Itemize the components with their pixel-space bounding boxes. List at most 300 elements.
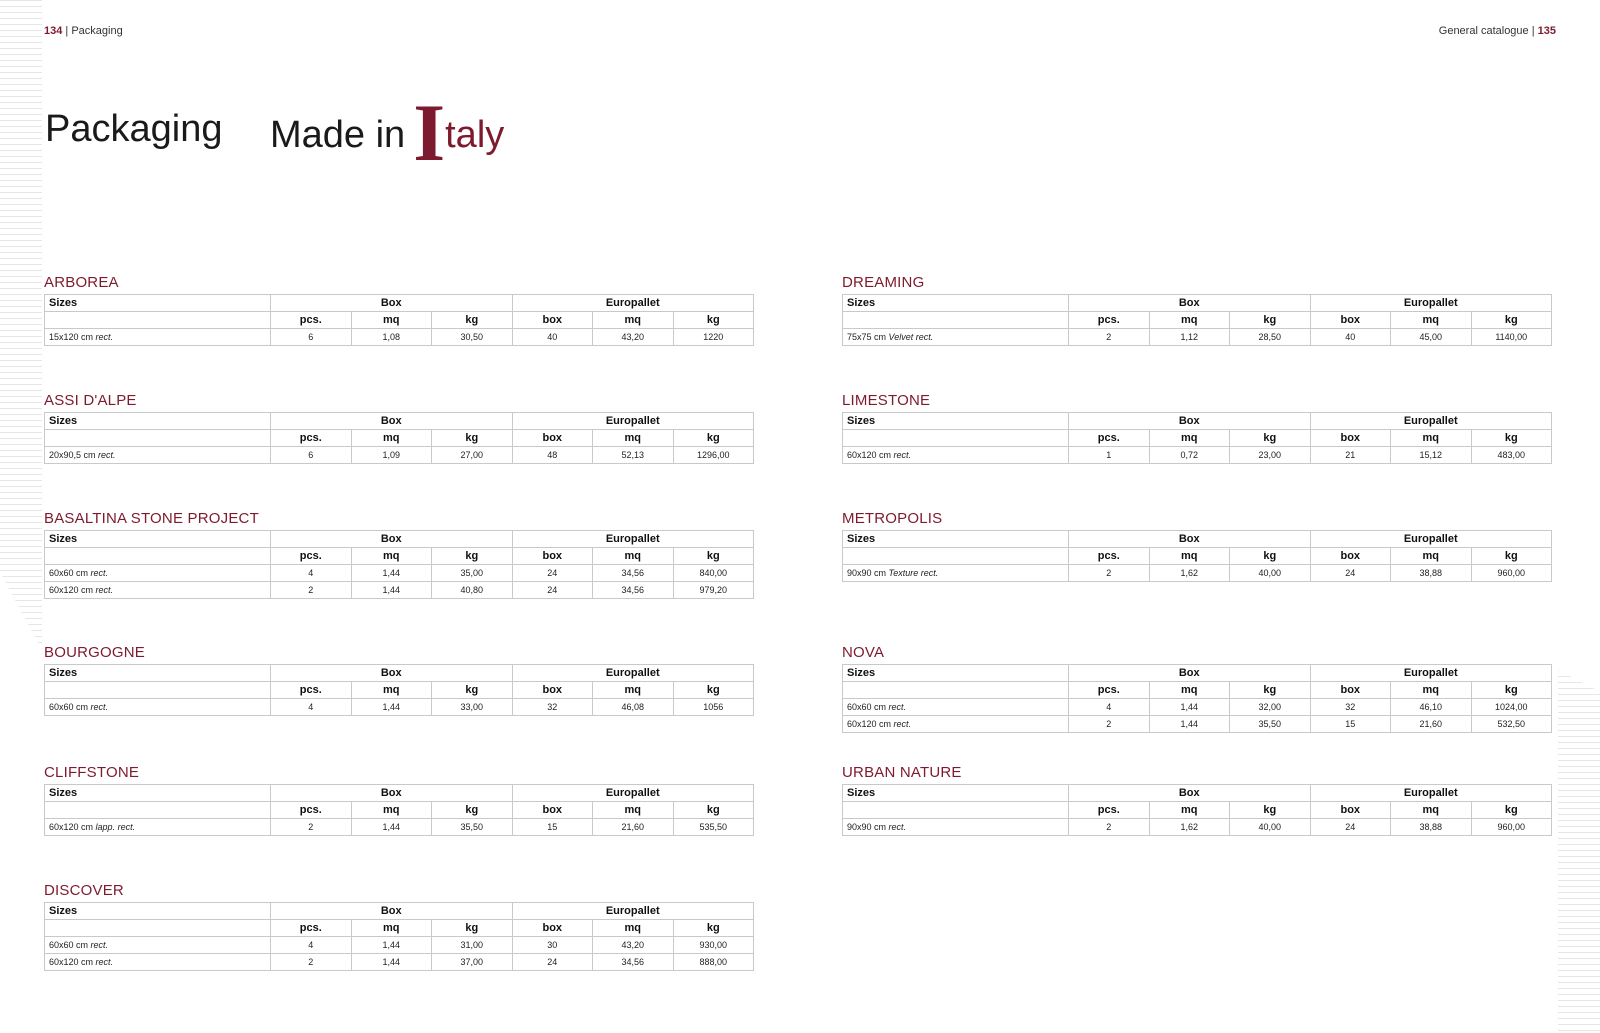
size-suffix: rect.: [90, 940, 109, 950]
cell-ep-box: 24: [512, 582, 593, 599]
section-title: URBAN NATURE: [842, 764, 962, 781]
header-ep-mq: mq: [1391, 548, 1472, 565]
cell-mq: 1,44: [351, 937, 432, 954]
packaging-section: [44, 882, 754, 971]
header-sizes: Sizes: [843, 295, 1069, 312]
header-ep-kg: kg: [1471, 430, 1552, 447]
cell-ep-mq: 38,88: [1391, 565, 1472, 582]
cell-pcs: 2: [271, 819, 352, 836]
decorative-stripes-left: [0, 0, 42, 650]
cell-pcs: 2: [271, 582, 352, 599]
header-ep-box: box: [1310, 682, 1391, 699]
header-empty: [843, 682, 1069, 699]
cell-pcs: 2: [1069, 329, 1150, 346]
packaging-section: [842, 764, 1552, 836]
cell-kg: 33,00: [432, 699, 513, 716]
cell-kg: 32,00: [1230, 699, 1311, 716]
cell-kg: 40,00: [1230, 565, 1311, 582]
cell-ep-box: 32: [1310, 699, 1391, 716]
header-ep-kg: kg: [1471, 682, 1552, 699]
size-variant: lapp.: [95, 822, 116, 832]
table-header-row: [843, 665, 1552, 682]
size-suffix: rect.: [915, 332, 934, 342]
packaging-section: [44, 274, 754, 346]
header-box: Box: [271, 413, 513, 430]
page-header-right-text: General catalogue |: [1438, 25, 1538, 37]
header-kg: kg: [1230, 682, 1311, 699]
header-empty: [843, 548, 1069, 565]
cell-ep-box: 48: [512, 447, 593, 464]
cell-pcs: 6: [271, 329, 352, 346]
header-sizes: Sizes: [45, 665, 271, 682]
table-subheader-row: [843, 802, 1552, 819]
header-ep-mq: mq: [593, 682, 674, 699]
header-empty: [45, 430, 271, 447]
table-header-row: [45, 295, 754, 312]
header-ep-kg: kg: [673, 802, 754, 819]
header-europallet: Europallet: [512, 785, 754, 802]
cell-kg: 35,50: [432, 819, 513, 836]
header-box: Box: [1069, 531, 1311, 548]
header-mq: mq: [1149, 548, 1230, 565]
header-empty: [45, 312, 271, 329]
cell-ep-kg: 1296,00: [673, 447, 754, 464]
cell-ep-mq: 21,60: [593, 819, 674, 836]
page-number-left: 134: [44, 25, 63, 37]
header-sizes: Sizes: [843, 413, 1069, 430]
packaging-section: [44, 644, 754, 716]
cell-mq: 1,44: [351, 819, 432, 836]
header-empty: [843, 430, 1069, 447]
table-header-row: [843, 531, 1552, 548]
table-row: [45, 699, 754, 716]
cell-ep-box: 40: [1310, 329, 1391, 346]
cell-ep-kg: 930,00: [673, 937, 754, 954]
header-kg: kg: [1230, 548, 1311, 565]
cell-kg: 37,00: [432, 954, 513, 971]
size-value: 20x90,5 cm: [49, 450, 96, 460]
header-kg: kg: [432, 430, 513, 447]
header-ep-box: box: [512, 802, 593, 819]
size-variant: Velvet: [888, 332, 914, 342]
table-row: [45, 937, 754, 954]
packaging-table: [842, 784, 1552, 836]
header-box: Box: [1069, 785, 1311, 802]
cell-ep-box: 15: [512, 819, 593, 836]
cell-size: [843, 329, 1069, 346]
table-row: [45, 582, 754, 599]
cell-size: [45, 447, 271, 464]
cell-ep-mq: 46,08: [593, 699, 674, 716]
cell-pcs: 1: [1069, 447, 1150, 464]
header-ep-mq: mq: [593, 548, 674, 565]
header-kg: kg: [1230, 430, 1311, 447]
header-ep-kg: kg: [1471, 802, 1552, 819]
cell-mq: 0,72: [1149, 447, 1230, 464]
header-box: Box: [1069, 295, 1311, 312]
size-value: 90x90 cm: [847, 822, 887, 832]
header-sizes: Sizes: [45, 785, 271, 802]
cell-ep-kg: 888,00: [673, 954, 754, 971]
cell-ep-kg: 840,00: [673, 565, 754, 582]
cell-ep-kg: 1056: [673, 699, 754, 716]
cell-kg: 35,00: [432, 565, 513, 582]
header-pcs: pcs.: [271, 312, 352, 329]
header-mq: mq: [351, 312, 432, 329]
table-header-row: [843, 295, 1552, 312]
section-title: METROPOLIS: [842, 510, 943, 527]
header-ep-box: box: [1310, 548, 1391, 565]
cell-mq: 1,44: [1149, 699, 1230, 716]
header-sizes: Sizes: [45, 295, 271, 312]
packaging-table: [44, 664, 754, 716]
cell-kg: 27,00: [432, 447, 513, 464]
table-subheader-row: [843, 430, 1552, 447]
cell-pcs: 2: [1069, 819, 1150, 836]
cell-ep-box: 24: [1310, 565, 1391, 582]
header-ep-box: box: [1310, 312, 1391, 329]
header-sizes: Sizes: [45, 531, 271, 548]
table-subheader-row: [843, 312, 1552, 329]
cell-ep-mq: 43,20: [593, 937, 674, 954]
header-ep-box: box: [512, 312, 593, 329]
made-in-italy-logo: [270, 87, 505, 179]
table-header-row: [45, 903, 754, 920]
header-pcs: pcs.: [271, 920, 352, 937]
packaging-table: [842, 412, 1552, 464]
cell-mq: 1,62: [1149, 819, 1230, 836]
cell-ep-mq: 34,56: [593, 565, 674, 582]
packaging-table: [44, 530, 754, 599]
cell-pcs: 2: [1069, 565, 1150, 582]
cell-ep-kg: 960,00: [1471, 565, 1552, 582]
header-pcs: pcs.: [271, 548, 352, 565]
header-pcs: pcs.: [1069, 682, 1150, 699]
page-title: Packaging: [45, 108, 223, 150]
header-mq: mq: [351, 920, 432, 937]
header-europallet: Europallet: [512, 531, 754, 548]
header-ep-mq: mq: [1391, 430, 1472, 447]
cell-pcs: 2: [1069, 716, 1150, 733]
table-row: [45, 954, 754, 971]
section-title: DISCOVER: [44, 882, 124, 899]
header-sizes: Sizes: [843, 665, 1069, 682]
header-box: Box: [271, 531, 513, 548]
table-row: [843, 447, 1552, 464]
packaging-table: [44, 902, 754, 971]
header-kg: kg: [1230, 312, 1311, 329]
size-value: 60x120 cm: [847, 450, 892, 460]
header-mq: mq: [351, 548, 432, 565]
packaging-section: [842, 392, 1552, 464]
cell-ep-mq: 21,60: [1391, 716, 1472, 733]
header-europallet: Europallet: [1310, 295, 1552, 312]
cell-ep-box: 21: [1310, 447, 1391, 464]
cell-mq: 1,44: [351, 699, 432, 716]
header-ep-kg: kg: [673, 312, 754, 329]
header-ep-kg: kg: [1471, 312, 1552, 329]
section-title: BOURGOGNE: [44, 644, 145, 661]
header-pcs: pcs.: [271, 682, 352, 699]
cell-ep-box: 32: [512, 699, 593, 716]
header-pcs: pcs.: [271, 430, 352, 447]
header-box: Box: [271, 665, 513, 682]
table-header-row: [45, 413, 754, 430]
packaging-table: [44, 784, 754, 836]
size-value: 15x120 cm: [49, 332, 94, 342]
cell-size: [45, 937, 271, 954]
packaging-section: [842, 274, 1552, 346]
table-subheader-row: [45, 312, 754, 329]
cell-ep-mq: 15,12: [1391, 447, 1472, 464]
packaging-table: [842, 294, 1552, 346]
header-empty: [45, 920, 271, 937]
header-box: Box: [271, 295, 513, 312]
packaging-section: [44, 392, 754, 464]
cell-kg: 30,50: [432, 329, 513, 346]
cell-ep-kg: 1220: [673, 329, 754, 346]
page-header-right: [1439, 25, 1556, 37]
header-ep-box: box: [1310, 430, 1391, 447]
header-kg: kg: [432, 548, 513, 565]
cell-kg: 40,00: [1230, 819, 1311, 836]
header-ep-mq: mq: [593, 802, 674, 819]
header-ep-kg: kg: [673, 920, 754, 937]
size-suffix: rect.: [920, 568, 939, 578]
header-mq: mq: [1149, 682, 1230, 699]
header-mq: mq: [1149, 802, 1230, 819]
header-box: Box: [271, 903, 513, 920]
table-subheader-row: [45, 802, 754, 819]
cell-ep-box: 30: [512, 937, 593, 954]
header-ep-mq: mq: [593, 430, 674, 447]
size-value: 60x60 cm: [49, 940, 89, 950]
header-ep-mq: mq: [1391, 802, 1472, 819]
cell-mq: 1,44: [351, 954, 432, 971]
size-suffix: rect.: [95, 332, 114, 342]
size-suffix: rect.: [117, 822, 136, 832]
cell-ep-box: 15: [1310, 716, 1391, 733]
cell-kg: 31,00: [432, 937, 513, 954]
header-europallet: Europallet: [512, 295, 754, 312]
page-number-right: 135: [1537, 25, 1556, 37]
table-header-row: [45, 785, 754, 802]
cell-ep-mq: 34,56: [593, 954, 674, 971]
logo-made-in: Made in: [270, 114, 406, 156]
header-kg: kg: [432, 802, 513, 819]
section-title: BASALTINA STONE PROJECT: [44, 510, 259, 527]
header-empty: [45, 802, 271, 819]
size-value: 60x60 cm: [49, 568, 89, 578]
cell-ep-kg: 1140,00: [1471, 329, 1552, 346]
table-subheader-row: [45, 920, 754, 937]
table-row: [45, 565, 754, 582]
table-header-row: [45, 665, 754, 682]
header-empty: [45, 682, 271, 699]
cell-ep-kg: 960,00: [1471, 819, 1552, 836]
table-row: [843, 699, 1552, 716]
header-empty: [843, 802, 1069, 819]
table-row: [45, 819, 754, 836]
section-title: CLIFFSTONE: [44, 764, 140, 781]
page-header-left-text: | Packaging: [62, 25, 123, 37]
header-ep-box: box: [512, 920, 593, 937]
cell-pcs: 4: [1069, 699, 1150, 716]
packaging-section: [44, 764, 754, 836]
cell-size: [843, 565, 1069, 582]
header-europallet: Europallet: [512, 413, 754, 430]
header-ep-mq: mq: [593, 920, 674, 937]
cell-size: [843, 716, 1069, 733]
cell-kg: 28,50: [1230, 329, 1311, 346]
header-mq: mq: [351, 802, 432, 819]
header-ep-kg: kg: [1471, 548, 1552, 565]
header-europallet: Europallet: [512, 903, 754, 920]
size-value: 90x90 cm: [847, 568, 887, 578]
header-europallet: Europallet: [1310, 413, 1552, 430]
table-subheader-row: [843, 548, 1552, 565]
logo-big-i: I: [413, 87, 446, 179]
header-ep-kg: kg: [673, 430, 754, 447]
header-mq: mq: [351, 430, 432, 447]
header-europallet: Europallet: [1310, 665, 1552, 682]
header-kg: kg: [432, 920, 513, 937]
cell-size: [45, 582, 271, 599]
cell-pcs: 2: [271, 954, 352, 971]
cell-ep-kg: 483,00: [1471, 447, 1552, 464]
cell-ep-mq: 46,10: [1391, 699, 1472, 716]
table-subheader-row: [843, 682, 1552, 699]
table-row: [45, 329, 754, 346]
size-suffix: rect.: [888, 702, 907, 712]
section-title: NOVA: [842, 644, 885, 661]
cell-mq: 1,09: [351, 447, 432, 464]
cell-ep-mq: 38,88: [1391, 819, 1472, 836]
cell-ep-box: 40: [512, 329, 593, 346]
cell-ep-mq: 45,00: [1391, 329, 1472, 346]
size-suffix: rect.: [893, 450, 912, 460]
section-title: DREAMING: [842, 274, 925, 291]
header-box: Box: [1069, 665, 1311, 682]
cell-mq: 1,44: [1149, 716, 1230, 733]
size-value: 60x60 cm: [49, 702, 89, 712]
cell-mq: 1,44: [351, 565, 432, 582]
size-suffix: rect.: [95, 585, 114, 595]
packaging-table: [842, 530, 1552, 582]
header-sizes: Sizes: [45, 903, 271, 920]
packaging-section: [842, 510, 1552, 582]
page-header-left: [44, 25, 123, 37]
header-kg: kg: [1230, 802, 1311, 819]
cell-mq: 1,44: [351, 582, 432, 599]
decorative-stripes-right: [1558, 670, 1600, 1033]
packaging-section: [44, 510, 754, 599]
cell-pcs: 4: [271, 565, 352, 582]
header-ep-box: box: [512, 430, 593, 447]
table-row: [45, 447, 754, 464]
size-suffix: rect.: [888, 822, 907, 832]
table-subheader-row: [45, 548, 754, 565]
header-ep-box: box: [512, 682, 593, 699]
cell-ep-box: 24: [512, 565, 593, 582]
cell-ep-kg: 1024,00: [1471, 699, 1552, 716]
header-europallet: Europallet: [1310, 531, 1552, 548]
header-mq: mq: [1149, 312, 1230, 329]
table-row: [843, 565, 1552, 582]
cell-kg: 35,50: [1230, 716, 1311, 733]
header-pcs: pcs.: [1069, 548, 1150, 565]
size-suffix: rect.: [90, 702, 109, 712]
logo-taly: taly: [445, 114, 505, 156]
cell-mq: 1,12: [1149, 329, 1230, 346]
cell-ep-kg: 535,50: [673, 819, 754, 836]
header-ep-mq: mq: [593, 312, 674, 329]
header-ep-box: box: [512, 548, 593, 565]
cell-pcs: 4: [271, 937, 352, 954]
cell-size: [45, 954, 271, 971]
header-sizes: Sizes: [843, 531, 1069, 548]
header-ep-mq: mq: [1391, 682, 1472, 699]
section-title: ARBOREA: [44, 274, 119, 291]
table-header-row: [843, 785, 1552, 802]
cell-mq: 1,08: [351, 329, 432, 346]
size-variant: Texture: [888, 568, 919, 578]
cell-ep-box: 24: [512, 954, 593, 971]
packaging-table: [44, 294, 754, 346]
table-row: [843, 819, 1552, 836]
header-mq: mq: [351, 682, 432, 699]
cell-pcs: 4: [271, 699, 352, 716]
header-europallet: Europallet: [1310, 785, 1552, 802]
cell-pcs: 6: [271, 447, 352, 464]
size-value: 60x120 cm: [847, 719, 892, 729]
cell-mq: 1,62: [1149, 565, 1230, 582]
header-box: Box: [1069, 413, 1311, 430]
cell-kg: 23,00: [1230, 447, 1311, 464]
table-subheader-row: [45, 682, 754, 699]
header-kg: kg: [432, 312, 513, 329]
cell-ep-mq: 43,20: [593, 329, 674, 346]
header-sizes: Sizes: [843, 785, 1069, 802]
header-kg: kg: [432, 682, 513, 699]
header-empty: [45, 548, 271, 565]
header-empty: [843, 312, 1069, 329]
table-header-row: [843, 413, 1552, 430]
table-row: [843, 329, 1552, 346]
packaging-section: [842, 644, 1552, 733]
cell-kg: 40,80: [432, 582, 513, 599]
table-row: [843, 716, 1552, 733]
cell-ep-mq: 52,13: [593, 447, 674, 464]
table-header-row: [45, 531, 754, 548]
header-pcs: pcs.: [1069, 802, 1150, 819]
packaging-table: [842, 664, 1552, 733]
header-box: Box: [271, 785, 513, 802]
size-suffix: rect.: [98, 450, 116, 460]
cell-size: [45, 819, 271, 836]
size-value: 75x75 cm: [847, 332, 887, 342]
header-pcs: pcs.: [1069, 430, 1150, 447]
header-ep-kg: kg: [673, 548, 754, 565]
header-pcs: pcs.: [271, 802, 352, 819]
cell-ep-mq: 34,56: [593, 582, 674, 599]
cell-size: [843, 819, 1069, 836]
size-value: 60x120 cm: [49, 822, 94, 832]
packaging-table: [44, 412, 754, 464]
header-pcs: pcs.: [1069, 312, 1150, 329]
cell-ep-box: 24: [1310, 819, 1391, 836]
size-suffix: rect.: [90, 568, 109, 578]
